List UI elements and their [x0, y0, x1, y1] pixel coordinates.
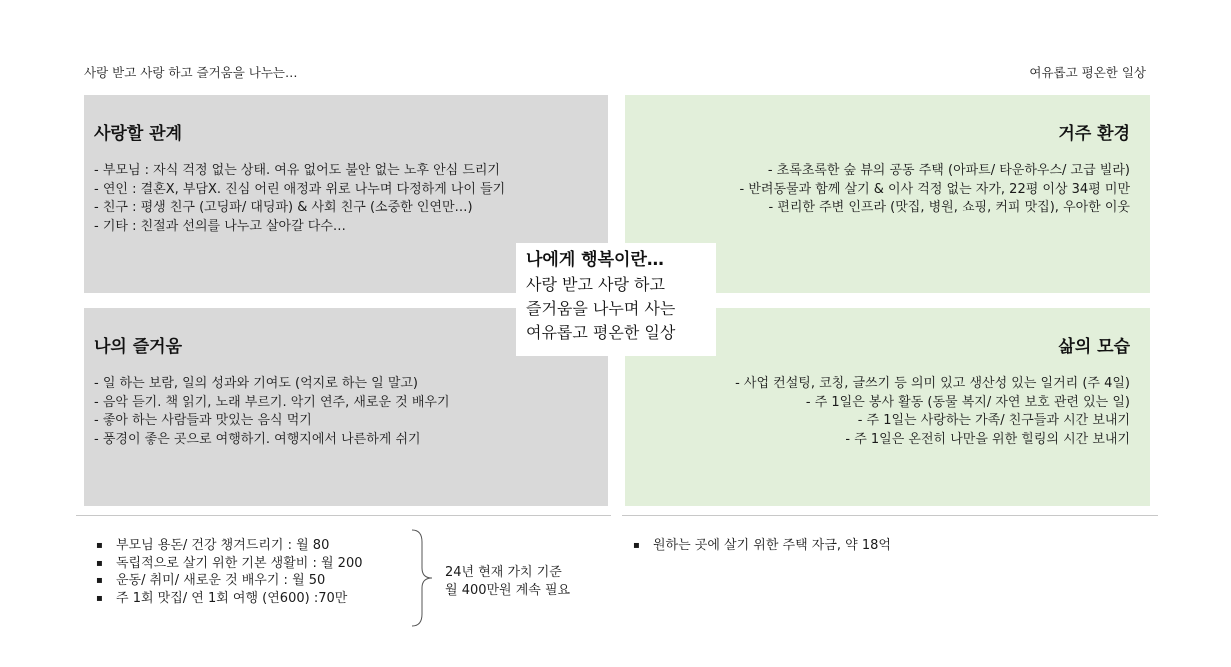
list-item: ▪ 부모님 용돈/ 건강 챙겨드리기 : 월 80: [88, 537, 363, 555]
happiness-line: 즐거움을 나누며 사는: [526, 299, 676, 318]
joy-title: 나의 즐거움: [94, 337, 183, 357]
list-item: - 반려동물과 함께 살기 & 이사 걱정 없는 자가, 22평 이상 34평 미만: [739, 181, 1130, 197]
list-item: - 풍경이 좋은 곳으로 여행하기. 여행지에서 나른하게 쉬기: [94, 431, 421, 447]
divider-left: [76, 515, 611, 516]
happiness-line: 사랑 받고 사랑 하고: [526, 275, 665, 294]
list-item: - 주 1일은 온전히 나만을 위한 힐링의 시간 보내기: [845, 431, 1130, 447]
list-item: ▪ 원하는 곳에 살기 위한 주택 자금, 약 18억: [625, 537, 891, 555]
life-list: [635, 375, 1130, 449]
list-item: - 주 1일는 사랑하는 가족/ 친구들과 시간 보내기: [857, 413, 1130, 428]
happiness-line: 여유롭고 평온한 일상: [526, 323, 676, 342]
budget-note: [445, 564, 570, 600]
list-item: - 연인 : 결혼X, 부담X. 진심 어린 애정과 위로 나누며 다정하게 나이 들기: [94, 181, 506, 197]
caption-left: 사랑 받고 사랑 하고 즐거움을 나누는…: [84, 65, 298, 80]
list-item: - 부모님 : 자식 걱정 없는 상태. 여유 없어도 불안 없는 노후 안심 드리기: [94, 163, 500, 178]
list-item: - 사업 컨설팅, 코칭, 글쓰기 등 의미 있고 생산성 있는 일거리 (주 4일): [735, 376, 1130, 391]
budget-note-line: 24년 현재 가치 기준: [445, 565, 562, 580]
budget-note-line: 월 400만원 계속 필요: [445, 583, 571, 598]
relationships-list: [94, 162, 598, 236]
budget-list: [88, 537, 363, 607]
right-brace-icon: [410, 528, 436, 628]
happiness-title: 나에게 행복이란…: [526, 250, 664, 270]
life-title: 삶의 모습: [1058, 337, 1130, 357]
list-item: - 기타 : 친절과 선의를 나누고 살아갈 다수…: [94, 218, 346, 234]
caption-right: 여유롭고 평온한 일상: [1029, 65, 1146, 80]
list-item: ▪ 독립적으로 살기 위한 기본 생활비 : 월 200: [88, 555, 363, 573]
divider-right: [622, 515, 1158, 516]
list-item: - 일 하는 보람, 일의 성과와 기여도 (억지로 하는 일 말고): [94, 376, 419, 391]
housing-title: 거주 환경: [1058, 124, 1130, 144]
housing-list: [635, 162, 1130, 218]
relationships-title: 사랑할 관계: [94, 124, 183, 144]
list-item: ▪ 운동/ 취미/ 새로운 것 배우기 : 월 50: [88, 572, 363, 590]
happiness-definition-card: [516, 243, 716, 356]
list-item: - 주 1일은 봉사 활동 (동물 복지/ 자연 보호 관련 있는 일): [805, 394, 1130, 410]
joy-list: [94, 375, 598, 449]
list-item: - 친구 : 평생 친구 (고딩파/ 대딩파) & 사회 친구 (소중한 인연만…): [94, 200, 473, 215]
list-item: - 초록초록한 숲 뷰의 공동 주택 (아파트/ 타운하우스/ 고급 빌라): [767, 163, 1130, 178]
list-item: ▪ 주 1회 맛집/ 연 1회 여행 (연600) :70만: [88, 590, 363, 608]
list-item: - 음악 듣기. 책 읽기, 노래 부르기. 악기 연주, 새로운 것 배우기: [94, 394, 450, 410]
list-item: - 편리한 주변 인프라 (맛집, 병원, 쇼핑, 커피 맛집), 우아한 이웃: [768, 200, 1130, 215]
list-item: - 좋아 하는 사람들과 맛있는 음식 먹기: [94, 413, 312, 428]
housing-fund-list: [625, 537, 891, 555]
